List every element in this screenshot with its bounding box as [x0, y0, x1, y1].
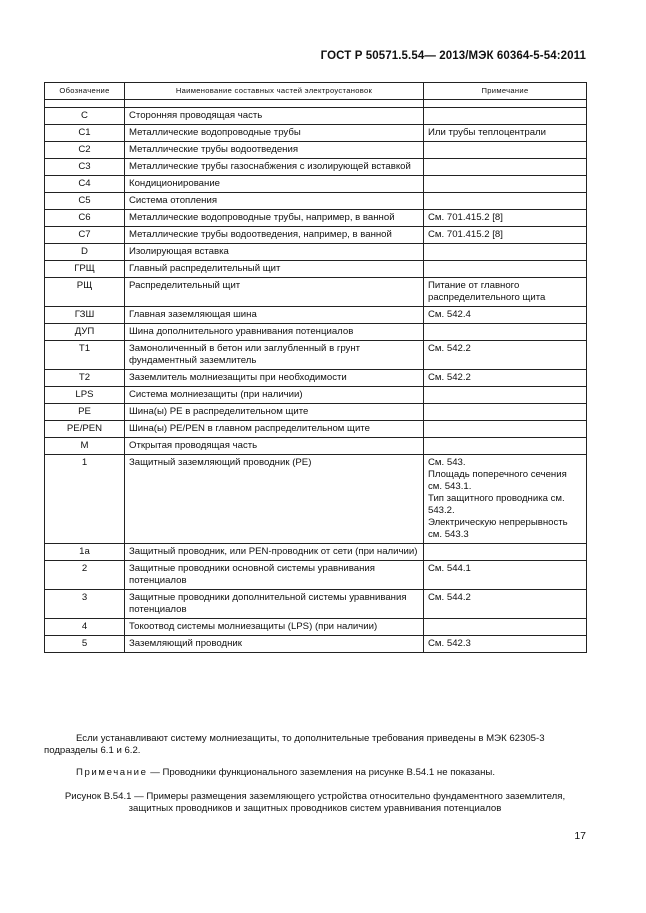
- table-row: [45, 455, 587, 544]
- note-cell: [424, 176, 587, 193]
- note-cell: [424, 244, 587, 261]
- note-cell: См. 543. Площадь поперечного сечения см. 543.1. Тип защитного проводника см. 543.2. Электрическую непрерывность см. 543.3: [424, 455, 587, 544]
- note-cell: См. 542.3: [424, 636, 587, 653]
- component-name-cell: Изолирующая вставка: [125, 244, 424, 261]
- table-row: [45, 636, 587, 653]
- note-cell: [424, 324, 587, 341]
- table-row: [45, 421, 587, 438]
- components-table: [44, 82, 587, 653]
- note-cell: См. 701.415.2 [8]: [424, 227, 587, 244]
- designation-cell: 1a: [45, 544, 125, 561]
- component-name-cell: Система отопления: [125, 193, 424, 210]
- note-cell: [424, 544, 587, 561]
- component-name-cell: Металлические водопроводные трубы, например, в ванной: [125, 210, 424, 227]
- note-cell: См. 542.4: [424, 307, 587, 324]
- document-header: ГОСТ Р 50571.5.54— 2013/МЭК 60364-5-54:2011: [320, 50, 586, 62]
- note-cell: См. 544.2: [424, 590, 587, 619]
- table-row: [45, 278, 587, 307]
- designation-cell: 3: [45, 590, 125, 619]
- table-row: [45, 387, 587, 404]
- note-cell: [424, 421, 587, 438]
- table-row: [45, 108, 587, 125]
- designation-cell: ДУП: [45, 324, 125, 341]
- component-name-cell: Система молниезащиты (при наличии): [125, 387, 424, 404]
- table-row: [45, 590, 587, 619]
- note-cell: См. 542.2: [424, 370, 587, 387]
- table-row: [45, 125, 587, 142]
- component-name-cell: Шина(ы) PE в распределительном щите: [125, 404, 424, 421]
- table-row: [45, 341, 587, 370]
- designation-cell: РЩ: [45, 278, 125, 307]
- note-cell: Или трубы теплоцентрали: [424, 125, 587, 142]
- component-name-cell: Токоотвод системы молниезащиты (LPS) (при наличии): [125, 619, 424, 636]
- designation-cell: 4: [45, 619, 125, 636]
- component-name-cell: Заземлитель молниезащиты при необходимости: [125, 370, 424, 387]
- component-name-cell: Шина дополнительного уравнивания потенциалов: [125, 324, 424, 341]
- table-row: [45, 193, 587, 210]
- table-row: [45, 544, 587, 561]
- figure-note: [44, 767, 586, 779]
- page-number: 17: [574, 830, 586, 842]
- designation-cell: PE/PEN: [45, 421, 125, 438]
- component-name-cell: Сторонняя проводящая часть: [125, 108, 424, 125]
- note-cell: [424, 159, 587, 176]
- designation-cell: 5: [45, 636, 125, 653]
- component-name-cell: Защитные проводники дополнительной системы уравнивания потенциалов: [125, 590, 424, 619]
- table-row: [45, 561, 587, 590]
- designation-cell: C7: [45, 227, 125, 244]
- figure-caption: Рисунок В.54.1 — Примеры размещения заземляющего устройства относительно фундаментного заземлителя, защитных проводников и защитных проводников систем уравнивания потенциалов: [64, 791, 566, 814]
- note-cell: [424, 142, 587, 159]
- table-row: [45, 370, 587, 387]
- note-cell: [424, 619, 587, 636]
- note-cell: [424, 193, 587, 210]
- designation-cell: C3: [45, 159, 125, 176]
- table-row: [45, 244, 587, 261]
- component-name-cell: Замоноличенный в бетон или заглубленный в грунт фундаментный заземлитель: [125, 341, 424, 370]
- designation-cell: T2: [45, 370, 125, 387]
- designation-cell: M: [45, 438, 125, 455]
- table-row: [45, 176, 587, 193]
- table-row: [45, 324, 587, 341]
- table-row: [45, 142, 587, 159]
- table-spacer-row: [45, 100, 587, 108]
- table-row: [45, 261, 587, 278]
- designation-cell: ГРЩ: [45, 261, 125, 278]
- note-lead: Примечание: [76, 767, 148, 778]
- table-row: [45, 227, 587, 244]
- note-cell: См. 701.415.2 [8]: [424, 210, 587, 227]
- designation-cell: C2: [45, 142, 125, 159]
- note-cell: [424, 438, 587, 455]
- component-name-cell: Металлические водопроводные трубы: [125, 125, 424, 142]
- lightning-paragraph: Если устанавливают систему молниезащиты, то дополнительные требования приведены в МЭК 62305-3 подразделы 6.1 и 6.2.: [44, 733, 545, 756]
- designation-cell: C6: [45, 210, 125, 227]
- component-name-cell: Открытая проводящая часть: [125, 438, 424, 455]
- column-header-code: Обозначение: [45, 83, 125, 100]
- designation-cell: C: [45, 108, 125, 125]
- table-header-row: [45, 83, 587, 100]
- table-row: [45, 307, 587, 324]
- note-cell: См. 544.1: [424, 561, 587, 590]
- component-name-cell: Главный распределительный щит: [125, 261, 424, 278]
- column-header-name: Наименование составных частей электроустановок: [125, 83, 424, 100]
- component-name-cell: Защитные проводники основной системы уравнивания потенциалов: [125, 561, 424, 590]
- designation-cell: PE: [45, 404, 125, 421]
- component-name-cell: Шина(ы) PE/PEN в главном распределительном щите: [125, 421, 424, 438]
- note-cell: [424, 404, 587, 421]
- component-name-cell: Защитный проводник, или PEN-проводник от сети (при наличии): [125, 544, 424, 561]
- note-cell: См. 542.2: [424, 341, 587, 370]
- component-name-cell: Металлические трубы водоотведения: [125, 142, 424, 159]
- component-name-cell: Распределительный щит: [125, 278, 424, 307]
- table-row: [45, 438, 587, 455]
- component-name-cell: Защитный заземляющий проводник (PE): [125, 455, 424, 544]
- table-row: [45, 159, 587, 176]
- designation-cell: C1: [45, 125, 125, 142]
- designation-cell: C4: [45, 176, 125, 193]
- component-name-cell: Главная заземляющая шина: [125, 307, 424, 324]
- table-row: [45, 210, 587, 227]
- note-text: — Проводники функционального заземления на рисунке В.54.1 не показаны.: [147, 767, 495, 778]
- component-name-cell: Заземляющий проводник: [125, 636, 424, 653]
- designation-cell: D: [45, 244, 125, 261]
- component-name-cell: Кондиционирование: [125, 176, 424, 193]
- table-row: [45, 404, 587, 421]
- column-header-note: Примечание: [424, 83, 587, 100]
- note-cell: [424, 261, 587, 278]
- designation-cell: 1: [45, 455, 125, 544]
- note-cell: Питание от главного распределительного щита: [424, 278, 587, 307]
- component-name-cell: Металлические трубы газоснабжения с изолирующей вставкой: [125, 159, 424, 176]
- designation-cell: LPS: [45, 387, 125, 404]
- designation-cell: 2: [45, 561, 125, 590]
- table-row: [45, 619, 587, 636]
- designation-cell: C5: [45, 193, 125, 210]
- designation-cell: ГЗШ: [45, 307, 125, 324]
- note-cell: [424, 108, 587, 125]
- note-cell: [424, 387, 587, 404]
- designation-cell: T1: [45, 341, 125, 370]
- component-name-cell: Металлические трубы водоотведения, например, в ванной: [125, 227, 424, 244]
